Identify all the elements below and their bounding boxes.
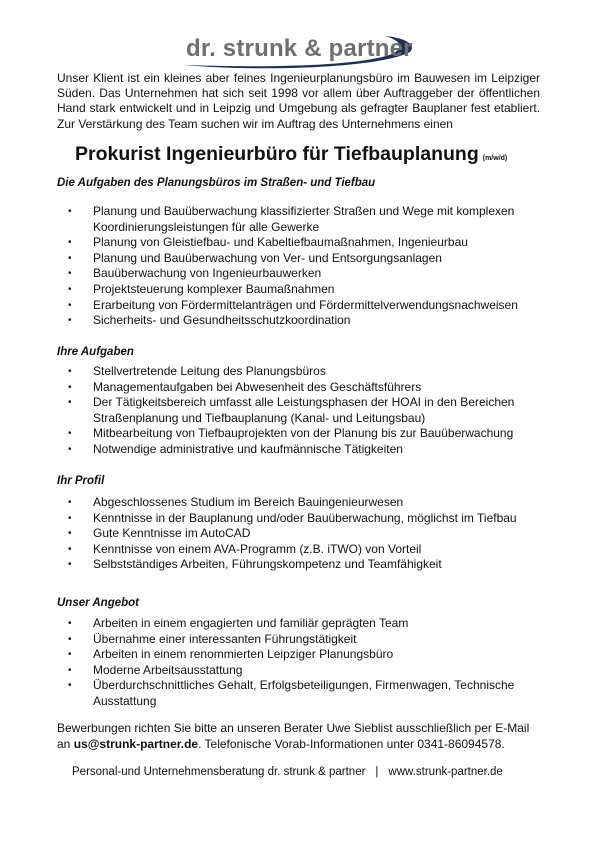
section-heading-office-tasks: Die Aufgaben des Planungsbüros im Straßen- und Tiefbau <box>57 177 376 189</box>
list-item: • Bauüberwachung von Ingenieurbauwerken <box>68 266 322 281</box>
list-item: • Projektsteuerung komplexer Baumaßnahmen <box>68 281 335 296</box>
offer-list <box>0 616 595 710</box>
job-title-main: Prokurist Ingenieurbüro für Tiefbauplanung <box>75 143 479 165</box>
list-item: • Der Tätigkeitsbereich umfasst alle Leistungsphasen der HOAI in den Bereichen Straßenplanung und Tiefbauplanung (Kanal- und Leitungsbau) <box>68 395 515 425</box>
list-item: • Gute Kenntnisse im AutoCAD <box>68 526 251 541</box>
list-item: • Sicherheits- und Gesundheitsschutzkoordination <box>68 313 351 328</box>
list-item: • Arbeiten in einem engagierten und familiär geprägten Team <box>68 616 409 630</box>
list-item: • Planung und Bauüberwachung klassifizierter Straßen und Wege mit komplexen Koordinierungsleistungen für alle Gewerke <box>68 204 515 234</box>
section-heading-our-offer: Unser Angebot <box>57 597 139 609</box>
application-note <box>57 720 542 752</box>
bullet-icon: • <box>68 528 72 540</box>
bullet-icon: • <box>68 315 72 327</box>
bullet-icon: • <box>68 512 72 524</box>
bullet-icon: • <box>68 633 72 645</box>
bullet-icon: • <box>68 497 72 508</box>
bullet-icon: • <box>68 397 72 409</box>
list-item: • Planung und Bauüberwachung von Ver- und Entsorgungsanlagen <box>68 250 442 265</box>
list-item: • Übernahme einer interessanten Führungstätigkeit <box>68 631 357 646</box>
footer-separator: | <box>375 766 379 778</box>
list-item: • Mitbearbeitung von Tiefbauprojekten von der Planung bis zur Bauüberwachung <box>68 426 514 441</box>
bullet-icon: • <box>68 299 72 311</box>
bullet-icon: • <box>68 664 72 676</box>
footer <box>72 766 503 778</box>
bullet-icon: • <box>68 428 72 440</box>
application-text: Bewerbungen richten Sie bitte an unseren Berater Uwe Sieblist ausschließlich per E-Mail an <box>57 721 530 751</box>
your-tasks-list <box>0 364 595 458</box>
bullet-icon: • <box>68 237 72 249</box>
section-heading-your-profile: Ihr Profil <box>57 475 105 487</box>
bullet-icon: • <box>68 283 72 295</box>
office-tasks-list <box>0 204 595 329</box>
footer-company: Personal-und Unternehmensberatung dr. strunk & partner <box>72 766 366 778</box>
job-title <box>75 143 507 166</box>
bullet-icon: • <box>68 618 72 629</box>
list-item: • Kenntnisse von einem AVA-Programm (z.B. iTWO) von Vorteil <box>68 541 422 556</box>
list-item: • Managementaufgaben bei Abwesenheit des Geschäftsführers <box>68 379 422 394</box>
bullet-icon: • <box>68 268 72 280</box>
list-item: • Arbeiten in einem renommierten Leipziger Planungsbüro <box>68 647 394 662</box>
list-item: • Überdurchschnittliches Gehalt, Erfolgsbeteiligungen, Firmenwagen, Technische Ausstattung <box>68 678 515 708</box>
list-item: • Abgeschlossenes Studium im Bereich Bauingenieurwesen <box>68 495 404 509</box>
bullet-icon: • <box>68 649 72 661</box>
bullet-icon: • <box>68 543 72 555</box>
list-item: • Erarbeitung von Fördermittelanträgen und Fördermittelverwendungsnachweisen <box>68 297 518 312</box>
bullet-icon: • <box>68 252 72 264</box>
company-logo <box>180 32 415 72</box>
list-item: • Planung von Gleistiefbau- und Kabeltiefbaumaßnahmen, Ingenieurbau <box>68 235 468 250</box>
bullet-icon: • <box>68 680 72 692</box>
bullet-icon: • <box>68 206 72 217</box>
list-item: • Moderne Arbeitsausstattung <box>68 662 243 677</box>
job-title-suffix: (m/w/d) <box>482 155 508 162</box>
bullet-icon: • <box>68 559 72 571</box>
intro-paragraph: Unser Klient ist ein kleines aber feines Ingenieurplanungsbüro im Bauwesen im Leipziger Süden. Das Unternehmen hat sich seit 1998 vor allem über Auftraggeber der öffentlichen Hand stark entwickelt und in Leipzig und Umgebung als gefragter Bauplaner fest etabliert. Zur Verstärkung des Team suchen wir im Auftrag des Unternehmens einen <box>57 71 540 131</box>
bullet-icon: • <box>68 366 72 377</box>
logo-text: dr. strunk & partner <box>186 35 413 62</box>
section-heading-your-tasks: Ihre Aufgaben <box>57 346 134 358</box>
contact-email-link[interactable]: us@strunk-partner.de <box>73 737 199 751</box>
phone-note: . Telefonische Vorab-Informationen unter 0341-86094578. <box>198 737 505 751</box>
list-item: • Kenntnisse in der Bauplanung und/oder Bauüberwachung, möglichst im Tiefbau <box>68 510 517 525</box>
bullet-icon: • <box>68 443 72 455</box>
footer-website-link[interactable]: www.strunk-partner.de <box>388 766 503 778</box>
list-item: • Selbstständiges Arbeiten, Führungskompetenz und Teamfähigkeit <box>68 557 442 572</box>
list-item: • Notwendige administrative und kaufmännische Tätigkeiten <box>68 441 403 456</box>
list-item: • Stellvertretende Leitung des Planungsbüros <box>68 364 326 378</box>
profile-list <box>0 495 595 573</box>
bullet-icon: • <box>68 381 72 393</box>
